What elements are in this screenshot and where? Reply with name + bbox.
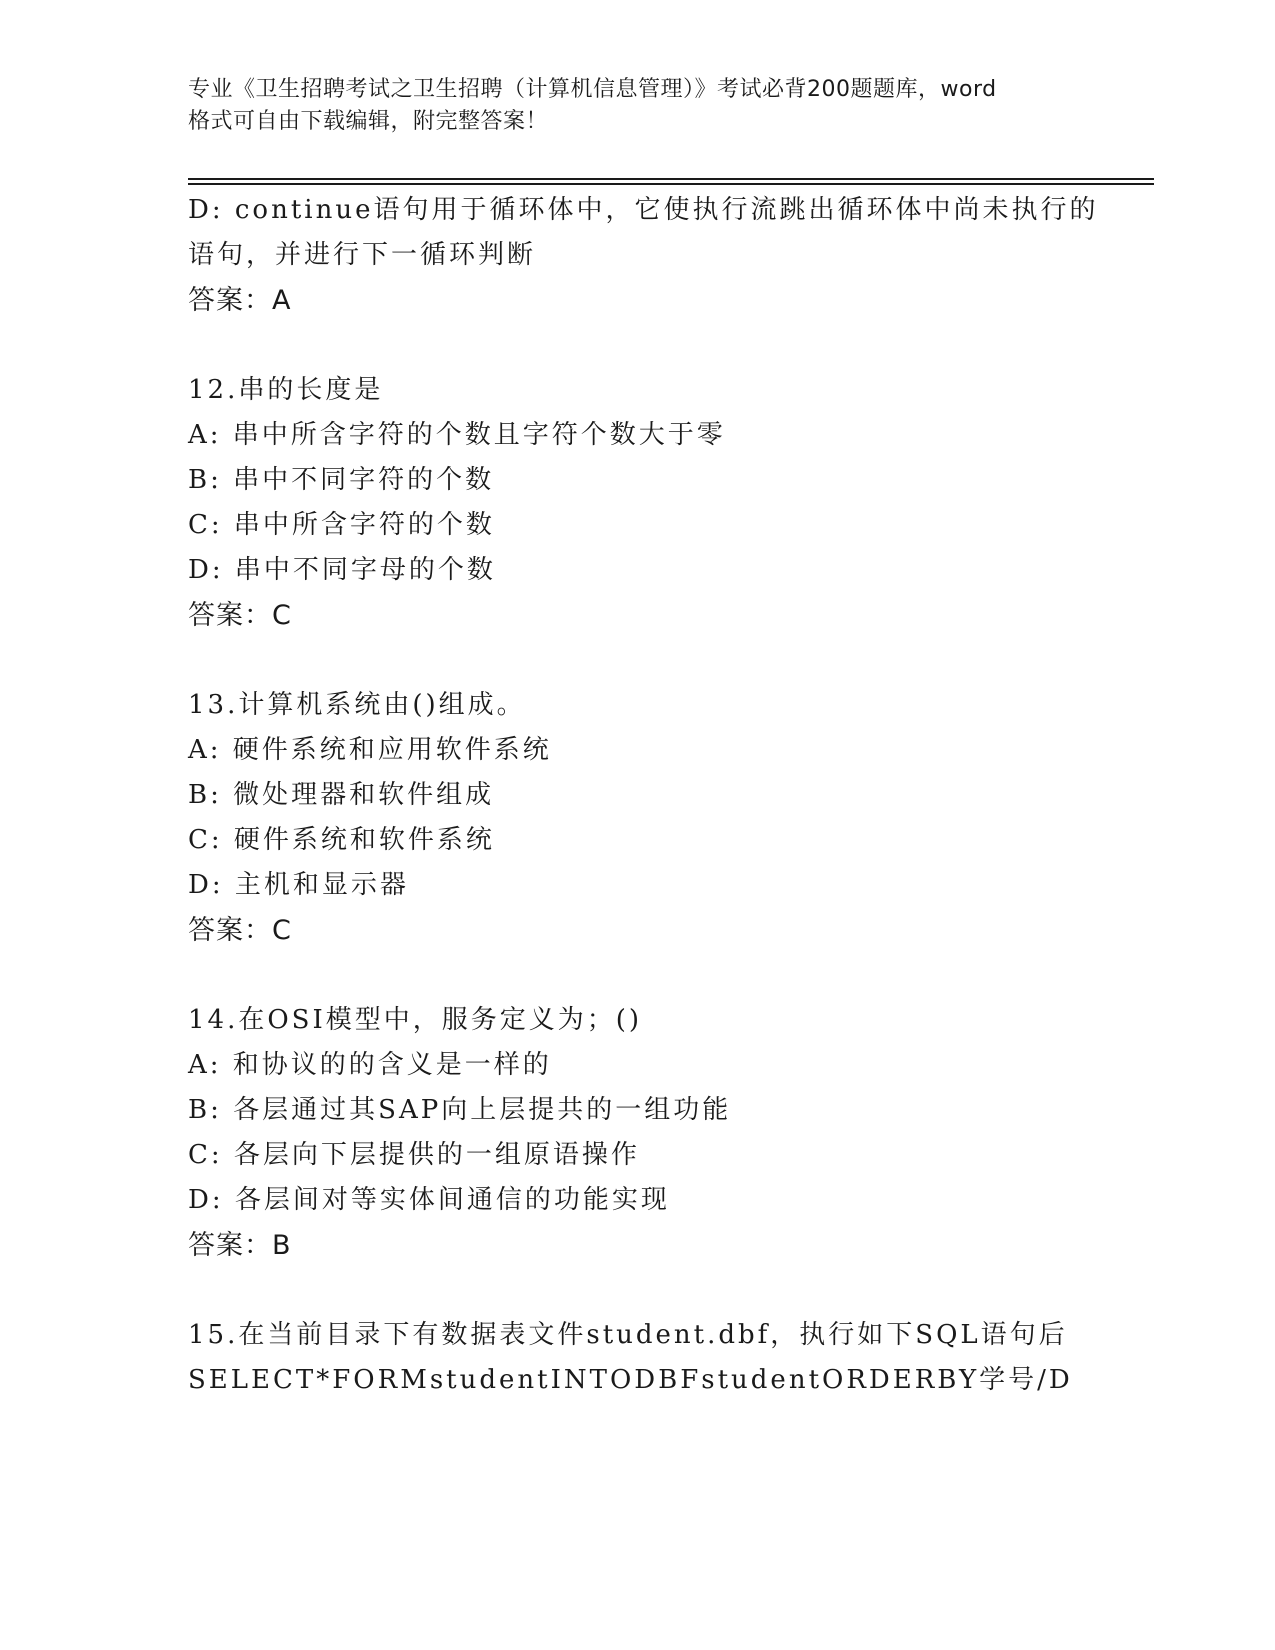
option-b: B: 串中不同字符的个数 (188, 465, 495, 495)
option-a: A: 硬件系统和应用软件系统 (188, 735, 552, 765)
answer-line: 答案：C (188, 915, 292, 946)
option-c: C: 各层向下层提供的一组原语操作 (188, 1140, 640, 1170)
option-b: B: 微处理器和软件组成 (188, 780, 495, 810)
question-block-14 (188, 998, 1088, 1269)
header-line-1: 专业《卫生招聘考试之卫生招聘（计算机信息管理）》考试必背200题题库，word (188, 77, 997, 102)
question-stem: 13.计算机系统由()组成。 (188, 690, 526, 720)
question-list (188, 188, 1099, 1403)
header-divider-top (188, 178, 1154, 180)
option-d: D: 主机和显示器 (188, 870, 409, 900)
option-a: A: 和协议的的含义是一样的 (188, 1050, 552, 1080)
option-d-continued: 语句，并进行下一循环判断 (188, 240, 537, 270)
header-divider-bottom (188, 183, 1154, 185)
question-block-prev (188, 188, 1099, 324)
answer-line: 答案：B (188, 1230, 292, 1261)
answer-line: 答案：C (188, 600, 292, 631)
question-stem: 12.串的长度是 (188, 375, 384, 405)
question-block-15 (188, 1313, 1088, 1403)
option-d: D: 各层间对等实体间通信的功能实现 (188, 1185, 670, 1215)
answer-line: 答案：A (188, 285, 292, 316)
question-block-12 (188, 368, 1088, 639)
option-c: C: 硬件系统和软件系统 (188, 825, 495, 855)
question-stem-continued: SELECT*FORMstudentINTODBFstudentORDERBY学号/D (188, 1365, 1073, 1395)
option-a: A: 串中所含字符的个数且字符个数大于零 (188, 420, 726, 450)
question-stem: 15.在当前目录下有数据表文件student.dbf，执行如下SQL语句后 (188, 1320, 1068, 1350)
document-header (188, 74, 1098, 138)
option-d: D: continue语句用于循环体中，它使执行流跳出循环体中尚未执行的 (188, 195, 1099, 225)
option-b: B: 各层通过其SAP向上层提共的一组功能 (188, 1095, 732, 1125)
option-c: C: 串中所含字符的个数 (188, 510, 495, 540)
option-d: D: 串中不同字母的个数 (188, 555, 496, 585)
header-line-2: 格式可自由下载编辑，附完整答案！ (188, 109, 549, 134)
question-stem: 14.在OSI模型中，服务定义为；() (188, 1005, 643, 1035)
question-block-13 (188, 683, 1088, 954)
